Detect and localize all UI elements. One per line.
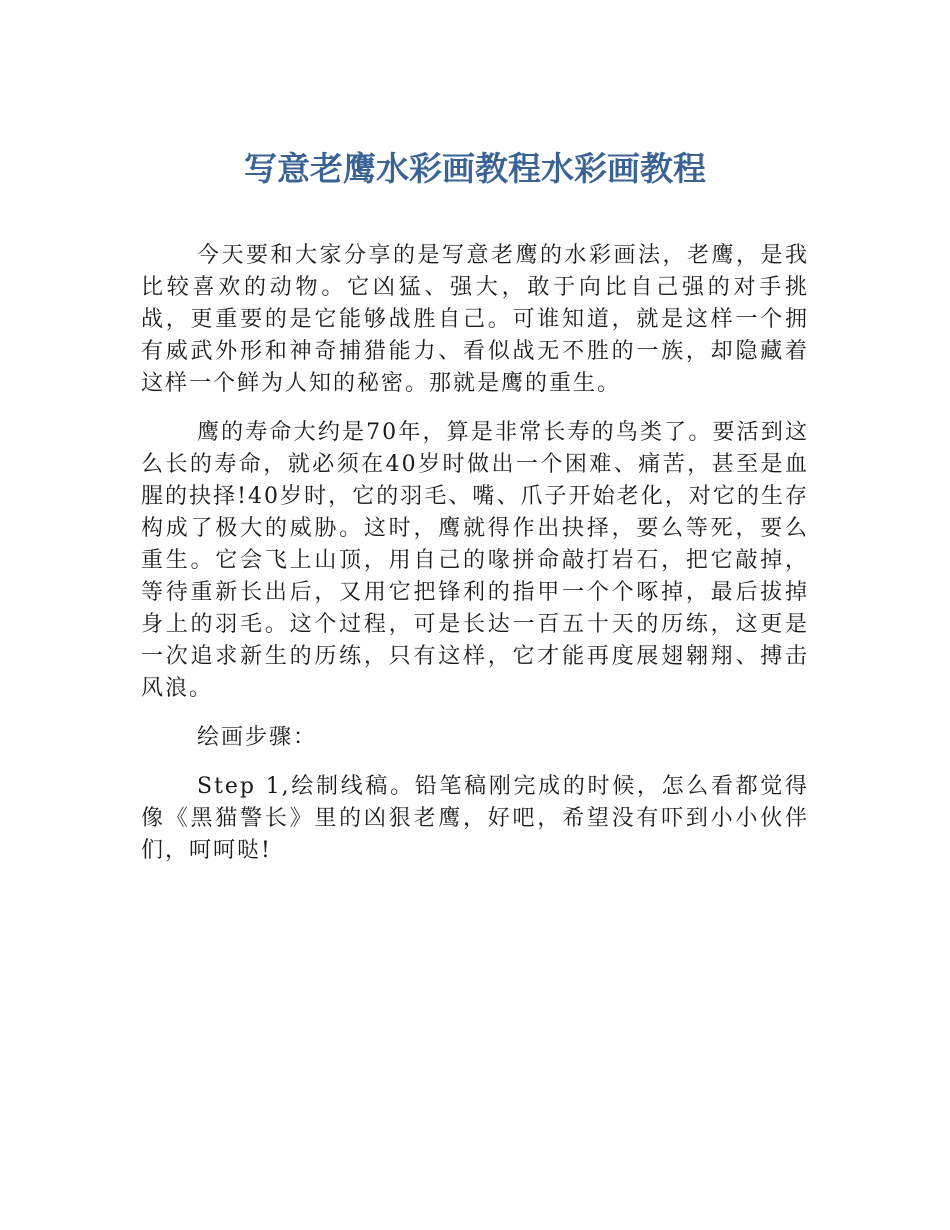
- paragraph-intro: 今天要和大家分享的是写意老鹰的水彩画法，老鹰，是我比较喜欢的动物。它凶猛、强大，敢于向比自己强的对手挑战，更重要的是它能够战胜自己。可谁知道，就是这样一个拥有威武外形和神奇捕猎能力、看似战无不胜的一族，却隐藏着这样一个鲜为人知的秘密。那就是鹰的重生。: [141, 243, 809, 396]
- document-body: [141, 240, 809, 884]
- paragraph-step-1: Step 1,绘制线稿。铅笔稿刚完成的时候，怎么看都觉得像《黑猫警长》里的凶狠老鹰，好吧，希望没有吓到小小伙伴们，呵呵哒!: [141, 774, 809, 863]
- document-title: 写意老鹰水彩画教程水彩画教程: [244, 149, 706, 188]
- paragraph-eagle-lifespan: 鹰的寿命大约是70年，算是非常长寿的鸟类了。要活到这么长的寿命，就必须在40岁时做出一个困难、痛苦，甚至是血腥的抉择!40岁时，它的羽毛、嘴、爪子开始老化，对它的生存构成了极大的威胁。这时，鹰就得作出抉择，要么等死，要么重生。它会飞上山顶，用自己的喙拼命敲打岩石，把它敲掉，等待重新长出后，又用它把锋利的指甲一个个啄掉，最后拔掉身上的羽毛。这个过程，可是长达一百五十天的历练，这更是一次追求新生的历练，只有这样，它才能再度展翅翱翔、搏击风浪。: [141, 420, 809, 701]
- paragraph-steps-heading: 绘画步骤：: [197, 725, 318, 750]
